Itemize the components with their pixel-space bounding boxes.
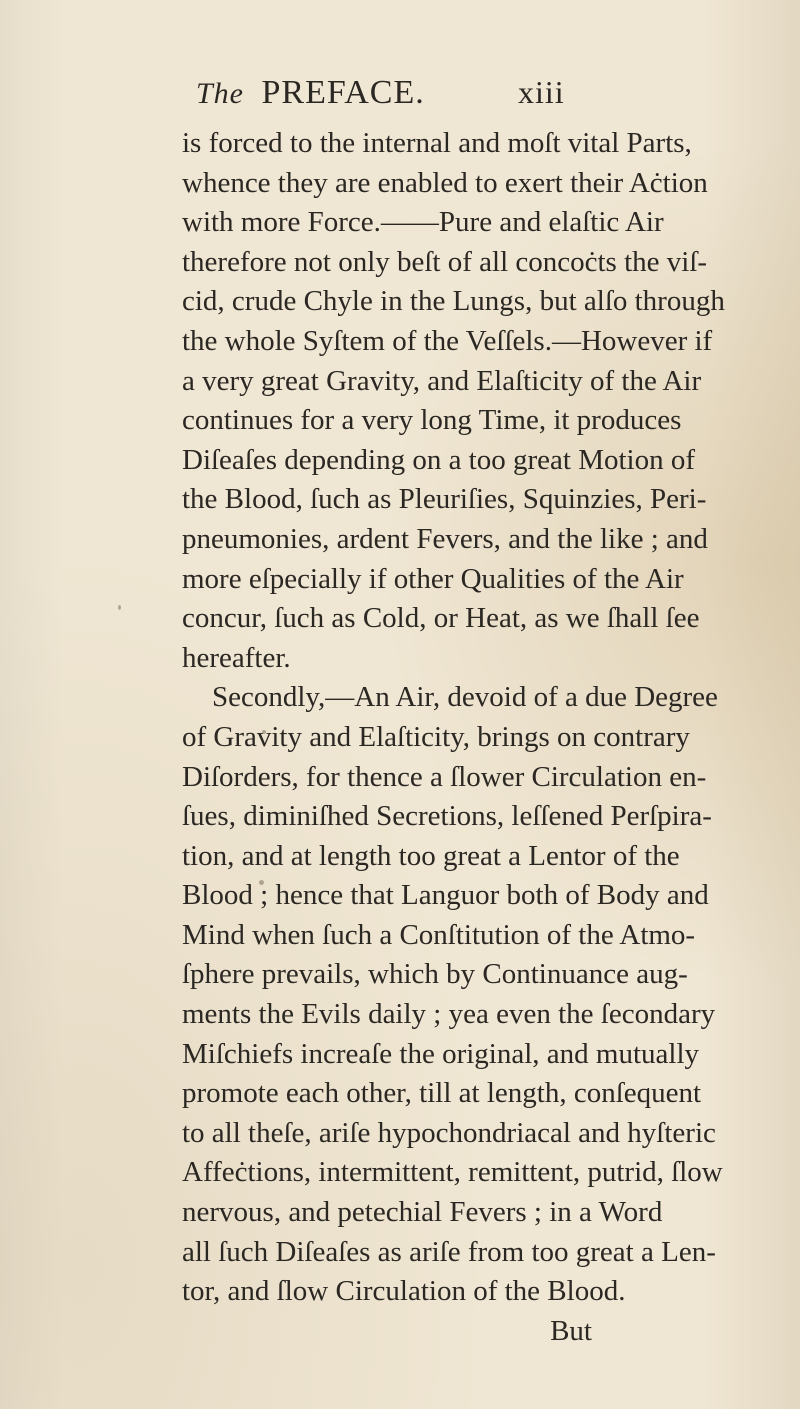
ink-speck xyxy=(262,730,266,734)
text-line: therefore not only beſt of all concoċts the viſ- xyxy=(182,245,708,278)
text-line: more eſpecially if other Qualities of the Air xyxy=(182,562,684,595)
text-line: Mind when ſuch a Conſtitution of the Atmo- xyxy=(182,918,696,951)
text-line: of Gravity and Elaſticity, brings on contrary xyxy=(182,720,690,753)
running-head-the: The xyxy=(196,77,244,110)
catchword: But xyxy=(550,1314,592,1347)
text-line: nervous, and petechial Fevers ; in a Word xyxy=(182,1196,663,1229)
text-line: Diſorders, for thence a ſlower Circulation en- xyxy=(182,760,707,793)
text-line: Diſeaſes depending on a too great Motion of xyxy=(182,443,696,476)
body-text xyxy=(182,124,725,1351)
text-line: whence they are enabled to exert their Aċtion xyxy=(182,166,708,199)
text-line: ſphere prevails, which by Continuance aug- xyxy=(182,958,688,991)
text-line: to all theſe, ariſe hypochondriacal and hyſteric xyxy=(182,1116,716,1149)
text-line: Affeċtions, intermittent, remittent, putrid, ſlow xyxy=(182,1156,723,1189)
text-line: Secondly,—An Air, devoid of a due Degree xyxy=(212,681,718,714)
text-line: tion, and at length too great a Lentor of the xyxy=(182,839,680,872)
text-line: promote each other, till at length, conſequent xyxy=(182,1077,702,1110)
ink-speck xyxy=(259,880,264,885)
ink-speck xyxy=(118,605,121,610)
text-line: the Blood, ſuch as Pleuriſies, Squinzies, Peri- xyxy=(182,483,707,516)
text-line: the whole Syſtem of the Veſſels.—However if xyxy=(182,324,713,357)
text-line: Miſchiefs increaſe the original, and mutually xyxy=(182,1037,700,1070)
page-number: xiii xyxy=(518,74,565,110)
text-line: ſues, diminiſhed Secretions, leſſened Perſpira- xyxy=(182,800,712,833)
text-line: tor, and ſlow Circulation of the Blood. xyxy=(182,1275,626,1308)
text-line: ments the Evils daily ; yea even the ſecondary xyxy=(182,998,716,1031)
text-line: hereafter. xyxy=(182,641,291,674)
text-line: concur, ſuch as Cold, or Heat, as we ſhall ſee xyxy=(182,602,700,635)
text-line: cid, crude Chyle in the Lungs, but alſo through xyxy=(182,285,725,318)
text-line: a very great Gravity, and Elaſticity of the Air xyxy=(182,364,702,397)
text-line: is forced to the internal and moſt vital Parts, xyxy=(182,127,692,159)
text-line: pneumonies, ardent Fevers, and the like ; and xyxy=(182,522,708,555)
text-line: all ſuch Diſeaſes as ariſe from too great a Len- xyxy=(182,1235,716,1268)
running-head-title: PREFACE. xyxy=(261,74,425,111)
text-line: with more Force.——Pure and elaſtic Air xyxy=(182,206,664,239)
text-line: continues for a very long Time, it produces xyxy=(182,404,682,437)
text-line: Blood ; hence that Languor both of Body and xyxy=(182,879,709,912)
